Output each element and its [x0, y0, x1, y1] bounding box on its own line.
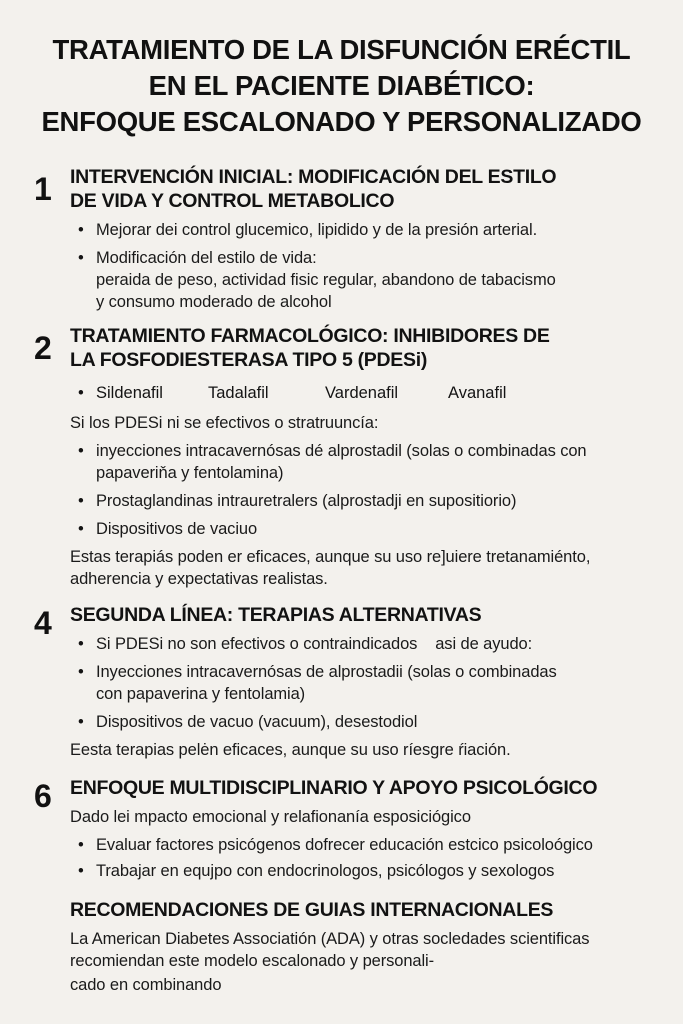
list-item: Dispositivos de vacuo (vacuum), desestodiol [96, 713, 418, 731]
paragraph-line: La American Diabetes Associatión (ADA) y otras socledades scientificas [70, 930, 590, 948]
bullet-icon [78, 247, 84, 269]
paragraph-line: cado en combinando [70, 976, 222, 994]
list-item: inyecciones intracavernósas dé alprostadil (solas o combinadas con [96, 442, 587, 460]
title-line: TRATAMIENTO DE LA DISFUNCIÓN ERÉCTIL [52, 34, 631, 65]
section-note: adherencia y expectativas realistas. [70, 570, 328, 588]
bullet-icon [78, 633, 84, 655]
list-item-continuation: con papaverina y fentolamia) [96, 685, 306, 703]
section-number: 1 [34, 171, 52, 207]
bullet-icon [78, 490, 84, 512]
section-heading: TRATAMIENTO FARMACOLÓGICO: INHIBIDORES DE [70, 325, 550, 347]
bullet-icon [78, 834, 84, 856]
section-heading: DE VIDA Y CONTROL METABOLICO [70, 190, 395, 212]
section-number: 2 [34, 330, 52, 366]
page-title [0, 32, 683, 140]
section-heading: ENFOQUE MULTIDISCIPLINARIO Y APOYO PSICOLÓGICO [70, 777, 598, 799]
section-number: 4 [34, 605, 52, 641]
list-item: Modificación del estilo de vida: [96, 249, 317, 267]
bullet-icon [78, 518, 84, 540]
bullet-icon [78, 860, 84, 882]
list-item-continuation: y consumo moderado de alcohol [96, 293, 332, 311]
list-item: Inyecciones intracavernósas de alprostadii (solas o combinadas [96, 663, 557, 681]
list-item: Si PDESi no son efectivos o contraindicados asi de ayudo: [96, 635, 533, 653]
section-note: Estas terapiás poden er eficaces, aunque su uso re]uiere tretanamiénto, [70, 548, 591, 566]
bullet-icon [78, 711, 84, 733]
title-line: EN EL PACIENTE DIABÉTICO: [148, 70, 535, 101]
bullet-icon [78, 440, 84, 462]
list-item: Evaluar factores psicógenos dofrecer educación estcico psicoloógico [96, 836, 593, 854]
section-heading: INTERVENCIÓN INICIAL: MODIFICACIÓN DEL ESTILO [70, 166, 557, 188]
title-line: ENFOQUE ESCALONADO Y PERSONALIZADO [41, 106, 642, 137]
section-heading: RECOMENDACIONES DE GUIAS INTERNACIONALES [70, 899, 554, 921]
section-heading: LA FOSFODIESTERASA TIPO 5 (PDESi) [70, 349, 428, 371]
drug-name: Vardenafil [325, 384, 399, 402]
section-number: 6 [34, 778, 52, 814]
section-note: Eesta terapias pelėn eficaces, aunque su uso ríesgre ŕiación. [70, 741, 511, 759]
drug-name: Sildenafil [96, 384, 163, 402]
bullet-icon [78, 219, 84, 241]
section-intro: Dado lei mpacto emocional y relafionanía esposiciógico [70, 808, 471, 826]
list-item-continuation: peraida de peso, actividad fisic regular, abandono de tabacismo [96, 271, 556, 289]
list-item: Dispositivos de vaciuo [96, 520, 258, 538]
drug-name: Tadalafil [208, 384, 269, 402]
list-item: Trabajar en equjpo con endocrinologos, psicólogos y sexologos [96, 862, 555, 880]
bullet-icon [78, 661, 84, 683]
section-heading: SEGUNDA LÍNEA: TERAPIAS ALTERNATIVAS [70, 604, 482, 626]
list-item: Mejorar dei control glucemico, lipidido y de la presión arterial. [96, 221, 538, 239]
drug-name: Avanafil [448, 384, 507, 402]
paragraph-line: recomiendan este modelo escalonado y personali- [70, 952, 435, 970]
list-item-continuation: papaveriňa y fentolamina) [96, 464, 284, 482]
list-item: Prostaglandinas intrauretralers (alprostadji en supositiorio) [96, 492, 517, 510]
section-intro: Si los PDESi ni se efectivos o stratruuncía: [70, 414, 379, 432]
bullet-icon [78, 382, 84, 404]
